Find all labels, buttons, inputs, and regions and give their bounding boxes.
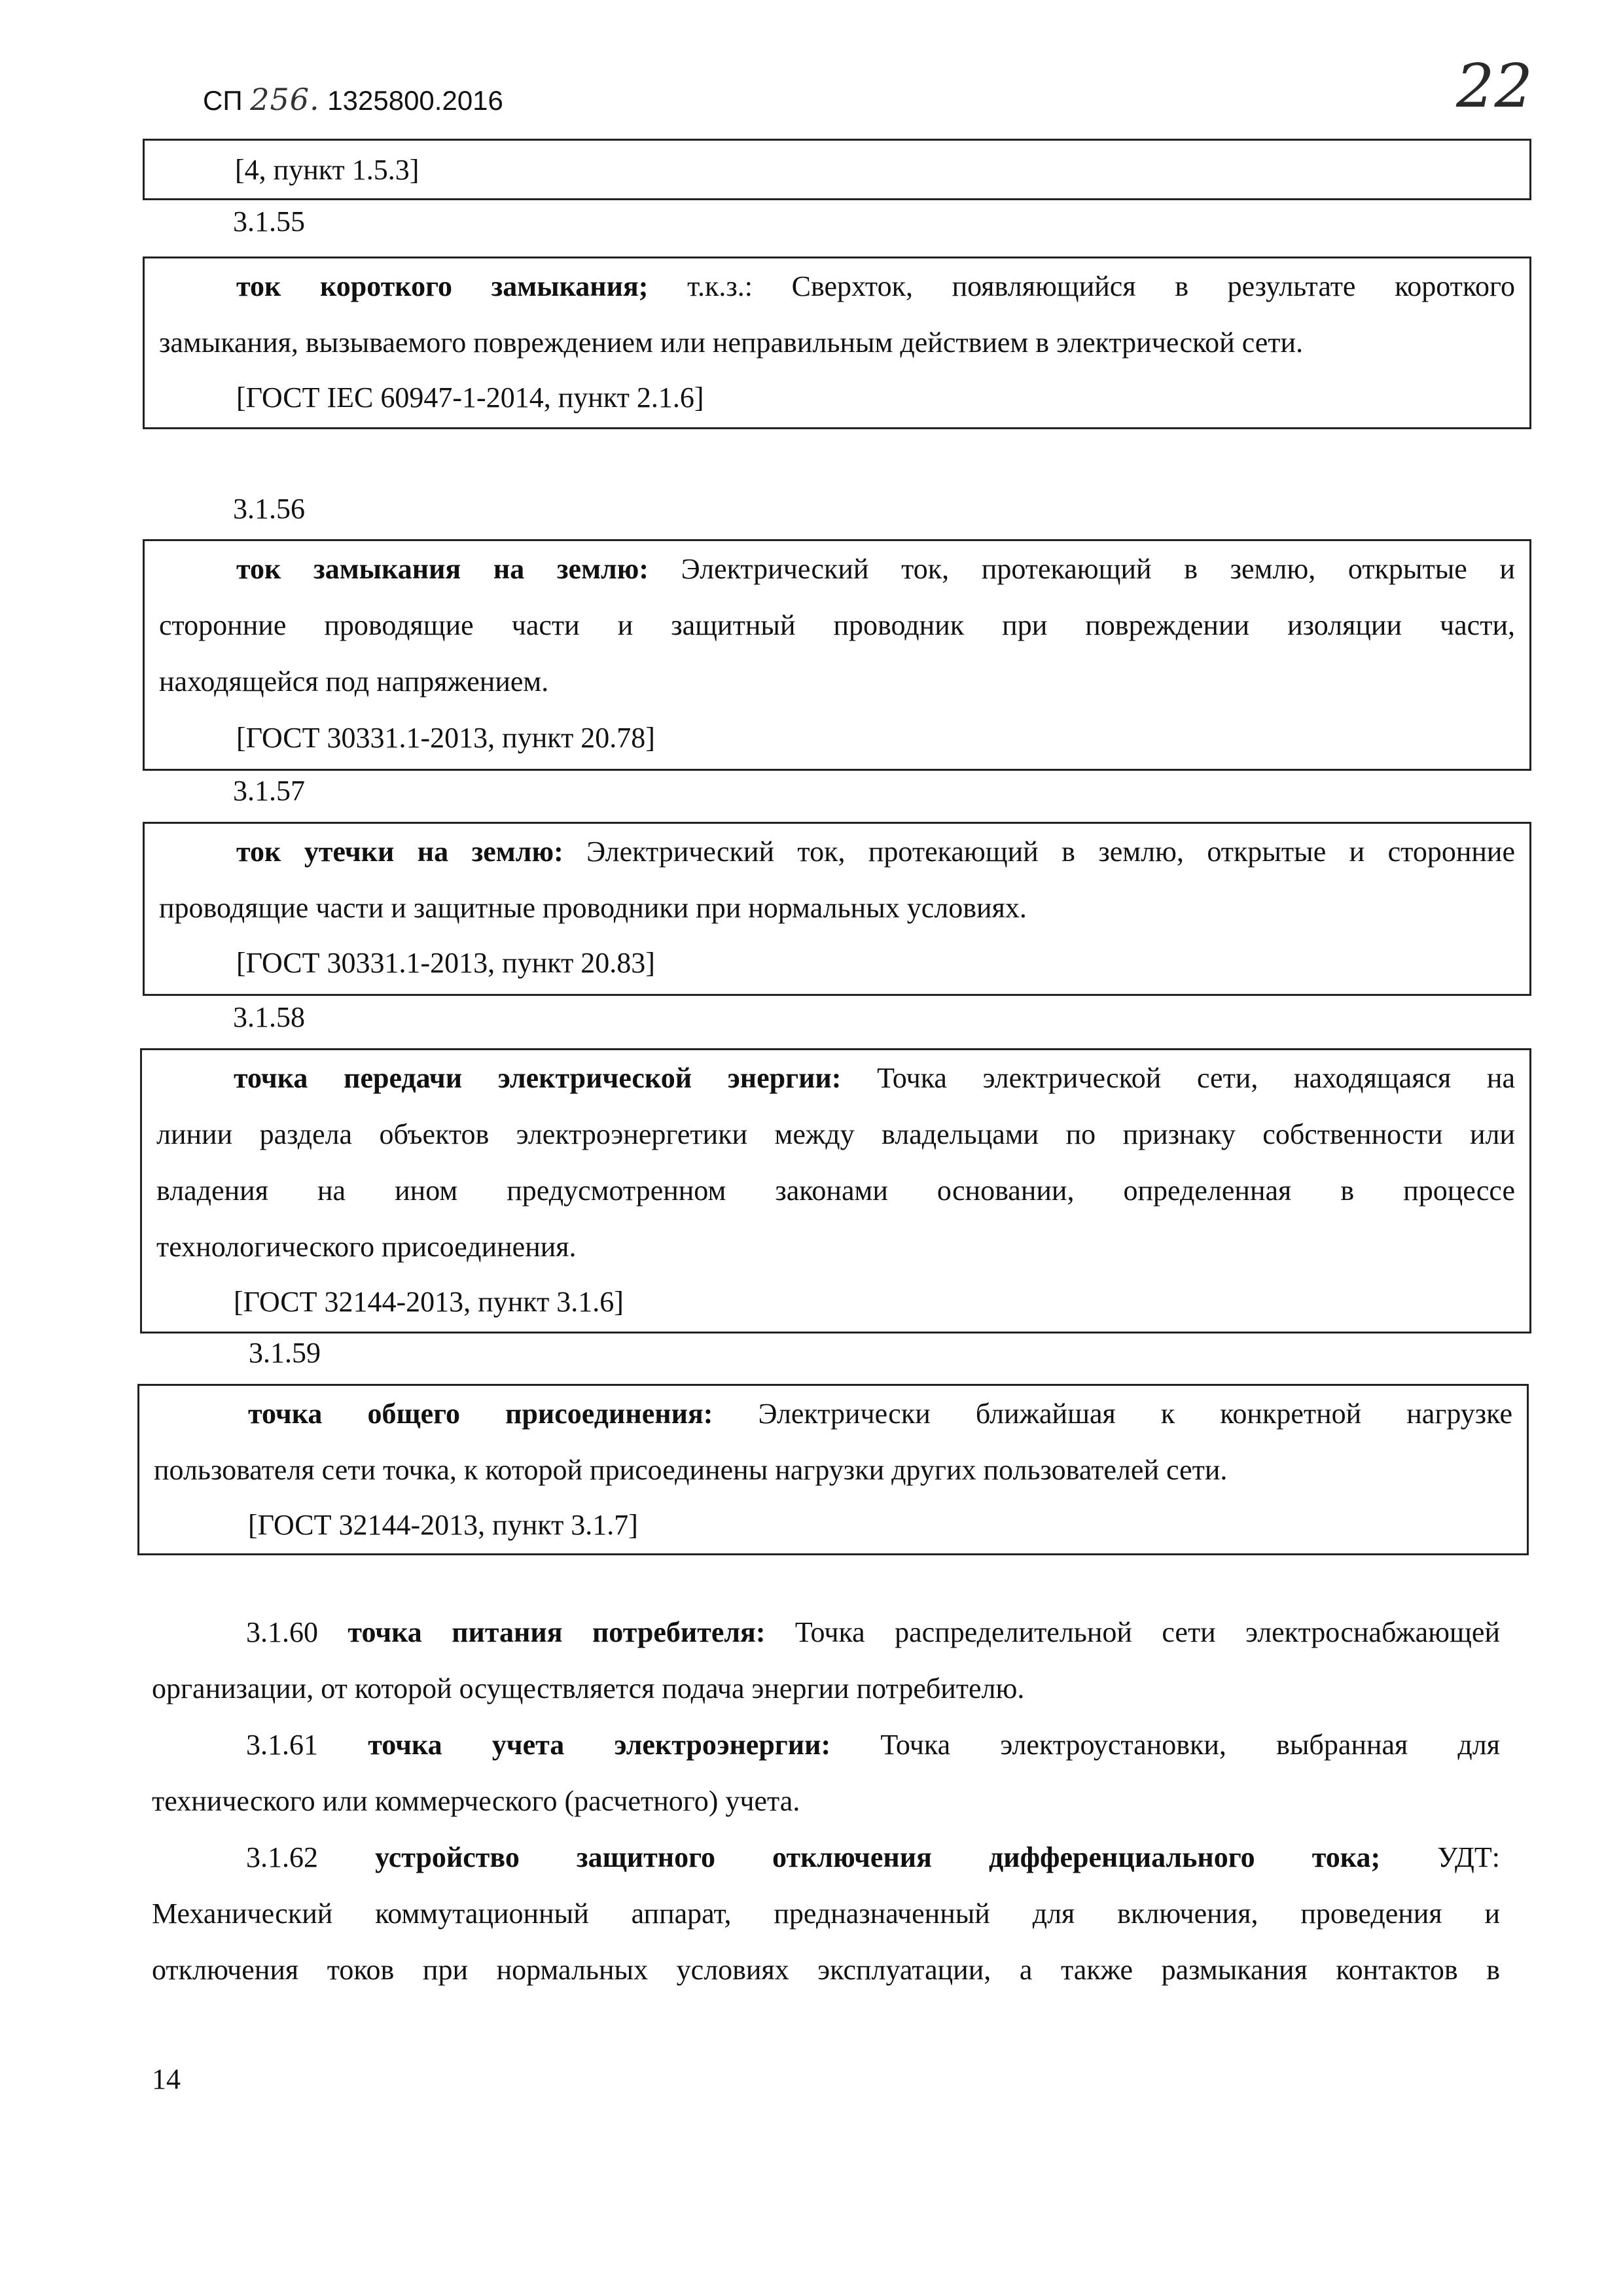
handwritten-code-number: 256. (250, 82, 320, 117)
definition-line: точка передачи электрической энергии: Точка электрической сети, находящаяся на (234, 1062, 1515, 1094)
term-box-3-1-55 (143, 256, 1531, 429)
body-paragraph-3-1-60: 3.1.60 точка питания потребителя: Точка распределительной сети электроснабжающей (246, 1616, 1500, 1648)
definition-line: находящейся под напряжением. (159, 665, 549, 698)
definition-line: ток короткого замыкания; т.к.з.: Сверхток, появляющийся в результате короткого (236, 270, 1515, 302)
definition-line: технологического присоединения. (156, 1231, 577, 1263)
term-title: точка общего присоединения: (248, 1398, 713, 1430)
term-title: точка передачи электрической энергии: (234, 1062, 842, 1094)
definition-line: проводящие части и защитные проводники при нормальных условиях. (159, 892, 1027, 924)
reference-line: [ГОСТ 30331.1-2013, пункт 20.83] (236, 947, 655, 979)
definition-line: линии раздела объектов электроэнергетики между владельцами по признаку собственности или (156, 1118, 1515, 1150)
definition-line: пользователя сети точка, к которой присоединены нагрузки других пользователей сети. (154, 1454, 1228, 1486)
term-title: точка питания потребителя: (348, 1616, 766, 1648)
term-box-3-1-58 (140, 1048, 1531, 1333)
term-title: точка учета электроэнергии: (368, 1729, 831, 1761)
term-number-3-1-62: 3.1.62 (246, 1841, 376, 1873)
term-title: ток замыкания на землю: (236, 553, 649, 585)
term-box-3-1-57 (143, 822, 1531, 996)
term-number-3-1-55: 3.1.55 (233, 205, 305, 238)
body-line: Механический коммутационный аппарат, предназначенный для включения, проведения и (152, 1898, 1500, 1930)
term-box-3-1-59 (137, 1384, 1529, 1555)
body-paragraph-3-1-61: 3.1.61 точка учета электроэнергии: Точка электроустановки, выбранная для (246, 1729, 1500, 1761)
definition-line: замыкания, вызываемого повреждением или неправильным действием в электрической сети. (159, 327, 1304, 359)
term-number-3-1-57: 3.1.57 (233, 775, 305, 807)
code-prefix: СП (203, 85, 251, 116)
definition-line: точка общего присоединения: Электрически ближайшая к конкретной нагрузке (248, 1398, 1512, 1430)
body-line: отключения токов при нормальных условиях эксплуатации, а также размыкания контактов в (152, 1954, 1500, 1986)
body-line: организации, от которой осуществляется подача энергии потребителю. (152, 1672, 1025, 1704)
term-number-3-1-58: 3.1.58 (233, 1001, 305, 1033)
term-number-3-1-59: 3.1.59 (249, 1337, 321, 1369)
reference-line: [4, пункт 1.5.3] (235, 154, 419, 186)
term-number-3-1-56: 3.1.56 (233, 493, 305, 525)
body-line: технического или коммерческого (расчетного) учета. (152, 1785, 800, 1817)
reference-line: [ГОСТ IEC 60947-1-2014, пункт 2.1.6] (236, 381, 704, 414)
definition-line: ток замыкания на землю: Электрический ток, протекающий в землю, открытые и (236, 553, 1515, 585)
code-suffix: 1325800.2016 (319, 85, 503, 116)
term-title: ток короткого замыкания; (236, 270, 649, 302)
definition-line: ток утечки на землю: Электрический ток, протекающий в землю, открытые и сторонние (236, 836, 1516, 868)
body-paragraph-3-1-62: 3.1.62 устройство защитного отключения дифференциального тока; УДТ: (246, 1841, 1501, 1873)
handwritten-page-mark: 22 (1456, 51, 1533, 121)
term-number-3-1-60: 3.1.60 (246, 1616, 348, 1648)
term-title: устройство защитного отключения дифференциального тока; (375, 1841, 1381, 1873)
reference-line: [ГОСТ 30331.1-2013, пункт 20.78] (236, 722, 655, 754)
definition-line: сторонние проводящие части и защитный проводник при повреждении изоляции части, (159, 609, 1515, 641)
page-number: 14 (152, 2063, 181, 2095)
term-box-continued (143, 139, 1531, 200)
document-code (203, 80, 503, 120)
term-number-3-1-61: 3.1.61 (246, 1729, 368, 1761)
term-box-3-1-56 (143, 539, 1531, 771)
term-title: ток утечки на землю: (236, 836, 563, 868)
reference-line: [ГОСТ 32144-2013, пункт 3.1.7] (248, 1509, 638, 1541)
definition-line: владения на ином предусмотренном законами основании, определенная в процессе (156, 1174, 1515, 1207)
reference-line: [ГОСТ 32144-2013, пункт 3.1.6] (234, 1286, 624, 1318)
